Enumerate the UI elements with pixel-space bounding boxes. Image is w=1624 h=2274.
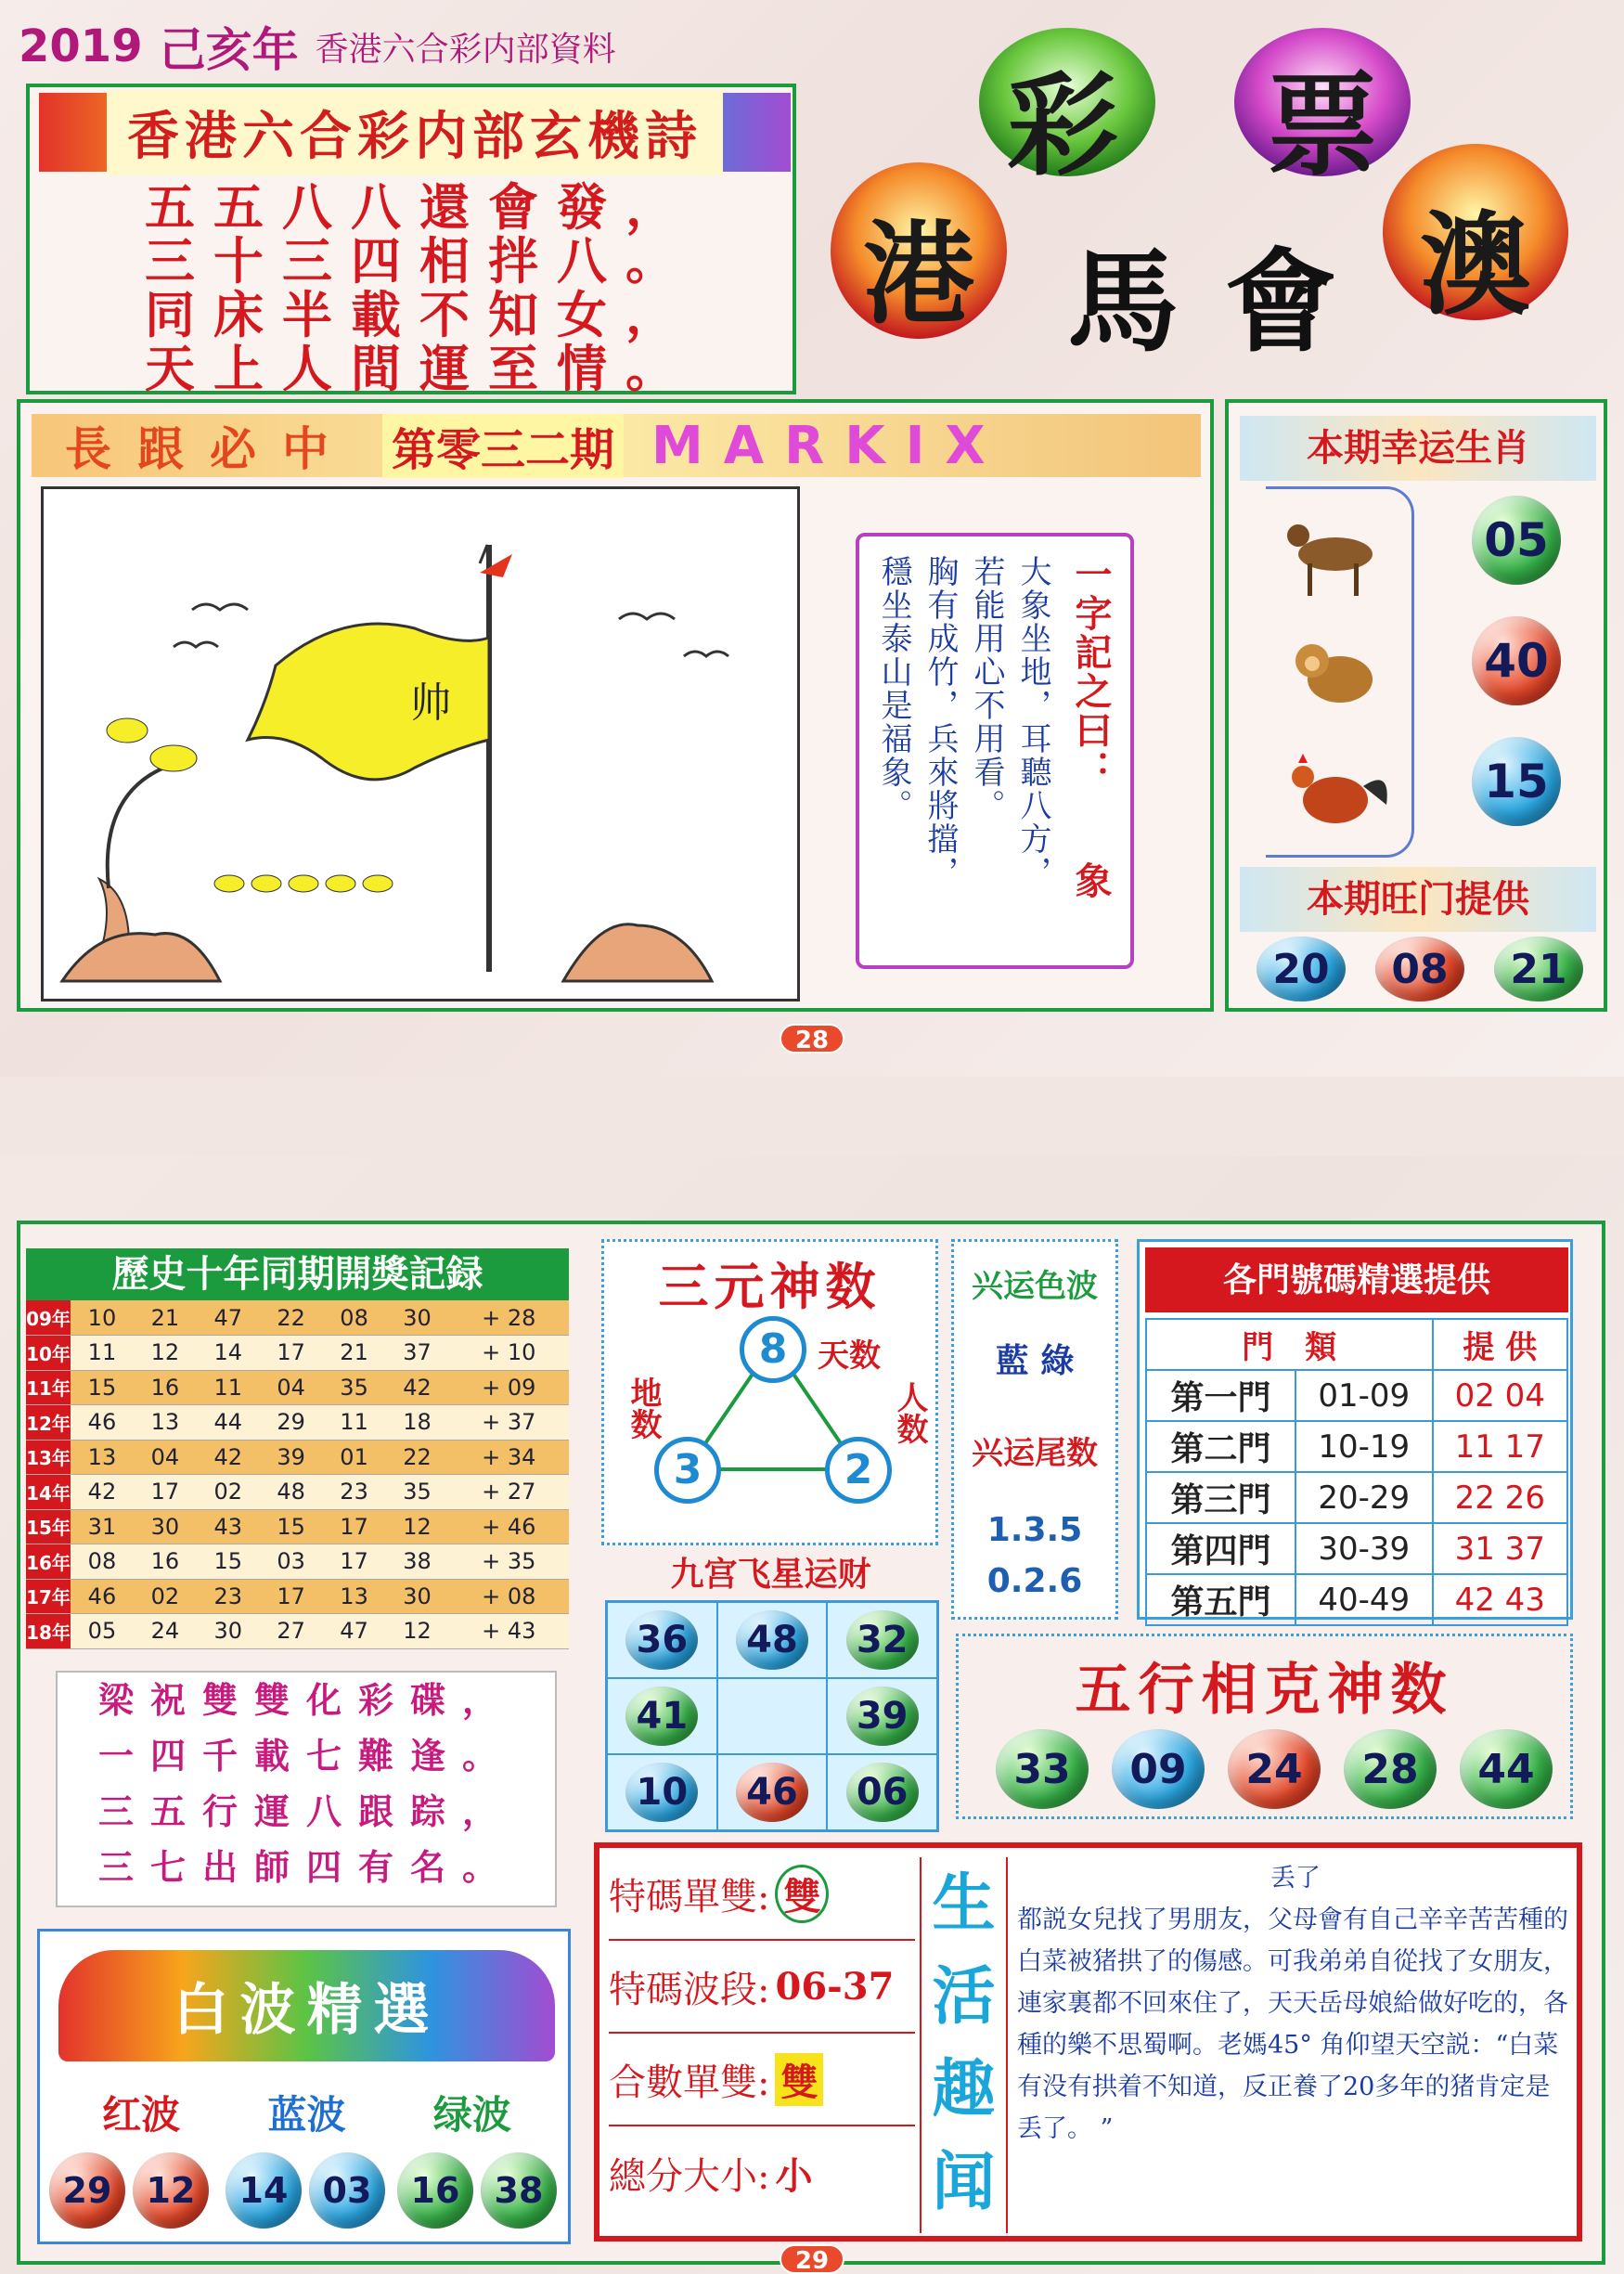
gate-cell-m: 第五門 [1146,1574,1295,1625]
history-number: 46 [71,1579,134,1614]
goat-icon [1275,508,1396,601]
page-gap [0,1077,1624,1156]
jg-cell [717,1754,828,1830]
jg-cell [717,1602,828,1678]
wuxing-title: 五行相克神数 [1075,1658,1454,1723]
history-number: 21 [134,1300,197,1336]
history-number: 35 [386,1475,449,1510]
history-number: 31 [71,1509,134,1544]
history-number: 29 [260,1405,323,1441]
lucky-number-ball: 15 [1472,737,1561,826]
poem2-line: 三五行運八跟踪， [97,1790,514,1832]
sanyuan-left: 3 [654,1437,721,1504]
history-year: 10年 [26,1336,71,1371]
history-year: 18年 [26,1614,71,1649]
history-row [26,1579,569,1614]
history-number: 47 [323,1614,386,1649]
riddle-panel [17,399,1214,1012]
poem-line: 五五八八還會發， [145,177,694,237]
gate-cell-r: 30-39 [1295,1523,1433,1574]
history-number: 37 [386,1336,449,1371]
page-number: 29 [780,2244,844,2274]
jg-cell [607,1602,717,1678]
jg-ball: 36 [625,1610,698,1670]
history-number: + 37 [448,1405,569,1441]
history-row [26,1544,569,1580]
stat-value: 06-37 [775,1964,895,2009]
history-number: 05 [71,1614,134,1649]
jg-cell [827,1678,937,1754]
lucky-title: 本期幸运生肖 [1240,416,1596,481]
riddle-label: 一字記之曰： [1069,555,1113,789]
stat-row [609,1848,915,1941]
history-number: 48 [260,1475,323,1510]
history-number: + 10 [448,1336,569,1371]
wave-ball: 38 [481,2152,557,2229]
gate-cell-m: 第一門 [1146,1370,1295,1421]
mystery-poem-box [26,84,796,398]
history-number: 27 [260,1614,323,1649]
poem-lines [48,177,791,398]
scroll-body [856,533,1134,969]
life-title-char: 活 [932,1959,996,2034]
sanyuan-left-label: 地数 [625,1376,662,1440]
history-number: 21 [323,1336,386,1371]
history-number: 17 [323,1509,386,1544]
history-grid [26,1300,569,1649]
history-number: 43 [197,1509,260,1544]
history-number: 30 [134,1509,197,1544]
history-number: 10 [71,1300,134,1336]
nine-palace-panel [601,1552,940,1830]
zodiac-animals [1266,486,1414,858]
gate-row [1146,1421,1567,1472]
history-number: 04 [134,1440,197,1475]
gate-cell-r: 40-49 [1295,1574,1433,1625]
life-title-char: 趣 [932,2052,996,2126]
lucky-number-ball: 40 [1472,616,1561,705]
history-number: 23 [197,1579,260,1614]
logo-char-1: 彩 [1007,60,1118,191]
history-number: + 34 [448,1440,569,1475]
sanyuan-top: 8 [740,1316,806,1383]
history-number: 22 [260,1300,323,1336]
history-number: 44 [197,1405,260,1441]
xingyun-tail-title: 兴运尾数 [972,1435,1098,1472]
history-number: 03 [260,1544,323,1580]
xingyun-color-title: 兴运色波 [972,1268,1098,1305]
history-number: 15 [71,1370,134,1405]
history-number: 02 [134,1579,197,1614]
history-number: 13 [134,1405,197,1441]
hot-number-ball: 08 [1375,937,1464,1001]
story-body: 都説女兒找了男朋友，父母會有自己辛辛苦苦種的白菜被猪拱了的傷感。可我弟弟自從找了女朋友，連家裏都不回來住了，天天岳母娘給做好吃的，各種的樂不思蜀啊。老媽45° 角仰望天空説：“白菜有没有拱着不知道，反正養了20多年的猪肯定是丢了。 ” [1017,1906,1568,2143]
gates-col-type: 門 類 [1146,1319,1433,1370]
riddle-line: 若能用心不用看。 [968,555,1005,822]
stat-key: 總分大小: [609,2154,770,2198]
page-number: 28 [780,1024,844,1053]
history-number: 17 [323,1544,386,1580]
poem-line: 天上人間運至情。 [145,339,694,398]
xingyun-tail-1: 1.3.5 [986,1511,1083,1549]
history-number: 13 [323,1579,386,1614]
poem-title: 香港六合彩内部玄機詩 [107,90,723,175]
special-stats-panel [594,1842,1582,2242]
xingyun-panel [951,1239,1118,1620]
wuxing-ball: 28 [1344,1729,1437,1809]
rooster-icon [1275,749,1396,842]
history-year: 13年 [26,1440,71,1475]
history-number: 08 [71,1544,134,1580]
gate-cell-p: 11 17 [1433,1421,1567,1472]
riddle-line: 大象坐地，耳聽八方， [1014,555,1051,889]
gates-panel [1137,1239,1573,1620]
history-number: 16 [134,1370,197,1405]
sanyuan-right-label: 人数 [891,1381,928,1444]
xingyun-tail-2: 0.2.6 [986,1562,1083,1600]
poem-line: 三十三四相拌八。 [145,231,694,291]
riddle-line: 胸有成竹，兵來將擋， [922,555,959,889]
stat-row [609,2034,915,2126]
history-number: 02 [197,1475,260,1510]
poem2-line: 梁祝雙雙化彩碟， [97,1679,514,1721]
jg-ball: 48 [736,1610,808,1670]
history-number: 39 [260,1440,323,1475]
history-year: 17年 [26,1579,71,1614]
logo-char-4: 會 [1225,237,1336,368]
page-header [19,14,616,79]
gate-cell-p: 31 37 [1433,1523,1567,1574]
stat-row [609,1941,915,2034]
history-number: + 28 [448,1300,569,1336]
jg-ball: 46 [736,1763,808,1822]
history-number: 08 [323,1300,386,1336]
jg-ball: 41 [625,1686,698,1746]
gate-row [1146,1472,1567,1523]
history-row [26,1475,569,1510]
nine-palace-title: 九宫飞星运财 [670,1555,871,1594]
history-number: 47 [197,1300,260,1336]
wave-ball: 14 [226,2152,302,2229]
sanyuan-panel [601,1239,938,1545]
poem2-line: 一四千載七難逢。 [97,1735,514,1777]
cartoon-illustration [41,486,800,1001]
sanyuan-top-label: 天数 [818,1337,881,1375]
history-number: + 43 [448,1614,569,1649]
gate-cell-m: 第三門 [1146,1472,1295,1523]
history-number: 38 [386,1544,449,1580]
history-number: 14 [197,1336,260,1371]
history-number: 30 [386,1579,449,1614]
history-number: 12 [386,1614,449,1649]
wave-title: 白波精選 [58,1950,555,2061]
jg-ball: 39 [846,1686,919,1746]
story-heading: 丢了 [1270,1864,1321,1893]
gate-cell-r: 10-19 [1295,1421,1433,1472]
lucky-zodiac-panel [1225,399,1607,1012]
riddle-scroll [818,505,1199,988]
stat-value: 小 [775,2153,813,2198]
jg-cell [607,1754,717,1830]
history-number: 17 [260,1579,323,1614]
header-year: 2019 [19,20,143,72]
gate-row [1146,1523,1567,1574]
jg-ball: 10 [625,1763,698,1822]
gate-cell-r: 01-09 [1295,1370,1433,1421]
sanyuan-title: 三元神数 [658,1257,882,1316]
history-number: + 08 [448,1579,569,1614]
history-number: 30 [197,1614,260,1649]
logo-char-2: 票 [1267,60,1378,191]
stat-value: 雙 [775,1865,829,1923]
riddle-answer: 象 [1069,861,1113,900]
gates-table [1145,1318,1568,1626]
history-number: 04 [260,1370,323,1405]
wave-ball: 03 [309,2152,385,2229]
history-number: 12 [134,1336,197,1371]
wave-ball: 16 [397,2152,473,2229]
poem-title-banner [39,93,791,172]
gate-cell-m: 第二門 [1146,1421,1295,1472]
life-title-char: 闻 [932,2145,996,2219]
history-number: 16 [134,1544,197,1580]
sanyuan-right: 2 [825,1437,892,1504]
history-number: 30 [386,1300,449,1336]
history-number: + 46 [448,1509,569,1544]
band-markix: MARKIX [651,415,1006,476]
history-number: 11 [197,1370,260,1405]
jg-cell-empty [717,1678,828,1754]
history-table [26,1248,569,1657]
history-number: + 27 [448,1475,569,1510]
header-subtitle: 香港六合彩内部資料 [315,30,616,69]
poem2-line: 三七出師四有名。 [97,1846,514,1888]
history-number: 22 [386,1440,449,1475]
logo-char-5: 港 [863,209,974,340]
stat-value: 雙 [775,2053,823,2106]
history-number: 15 [197,1544,260,1580]
wave-label-red: 红波 [102,2092,181,2138]
history-number: 35 [323,1370,386,1405]
wuxing-ball: 09 [1112,1729,1205,1809]
wave-panel [37,1929,571,2244]
wave-label-green: 绿波 [432,2092,511,2138]
life-story [1017,1857,1574,2233]
history-number: 17 [134,1475,197,1510]
history-row [26,1336,569,1371]
jg-ball: 06 [846,1763,919,1822]
history-number: + 35 [448,1544,569,1580]
history-number: 11 [323,1405,386,1441]
flag [248,624,489,780]
history-row [26,1440,569,1475]
gates-col-provide: 提 供 [1433,1319,1567,1370]
hot-number-ball: 21 [1494,937,1583,1001]
wave-labels [58,2085,555,2140]
lucky-number-ball: 05 [1472,496,1561,585]
poem-line: 同床半載不知女， [145,285,694,344]
history-row [26,1405,569,1441]
history-year: 16年 [26,1544,71,1580]
jg-ball: 32 [846,1610,919,1670]
flag-char: 帅 [410,679,451,727]
poem-two [56,1671,557,1907]
logo-char-3: 馬 [1067,237,1179,368]
history-number: 42 [386,1370,449,1405]
band-slogan: 長跟必中 [65,421,354,476]
gate-row [1146,1574,1567,1625]
header-zodiac-year: 己亥年 [159,22,299,77]
wave-ball: 29 [49,2152,125,2229]
history-year: 11年 [26,1370,71,1405]
wave-ball: 12 [133,2152,209,2229]
nine-palace-grid [605,1600,939,1832]
stat-key: 合數單雙: [609,2061,770,2104]
wuxing-panel [956,1634,1573,1819]
stat-key: 特碼單雙: [609,1875,770,1919]
logo-char-6: 澳 [1420,200,1531,330]
gate-cell-m: 第四門 [1146,1523,1295,1574]
history-number: + 09 [448,1370,569,1405]
gate-row [1146,1370,1567,1421]
history-number: 42 [71,1475,134,1510]
wave-label-blue: 蓝波 [267,2092,346,2138]
wuxing-ball: 33 [996,1729,1089,1809]
history-number: 23 [323,1475,386,1510]
life-title [920,1857,1008,2233]
gate-cell-p: 42 43 [1433,1574,1567,1625]
jg-cell [827,1754,937,1830]
cartoon-art [44,489,797,999]
history-year: 14年 [26,1475,71,1510]
history-year: 09年 [26,1300,71,1336]
wuxing-ball: 24 [1228,1729,1321,1809]
hot-title: 本期旺门提供 [1240,867,1596,932]
history-row [26,1300,569,1336]
history-number: 12 [386,1509,449,1544]
gates-title: 各門號碼精選提供 [1145,1247,1568,1312]
history-number: 01 [323,1440,386,1475]
stat-key: 特碼波段: [609,1968,770,2011]
xingyun-color-value: 藍 綠 [995,1341,1075,1380]
gate-cell-r: 20-29 [1295,1472,1433,1523]
history-number: 17 [260,1336,323,1371]
history-row [26,1370,569,1405]
history-number: 18 [386,1405,449,1441]
history-year: 12年 [26,1405,71,1441]
stat-row [609,2126,915,2219]
jg-cell [607,1678,717,1754]
history-number: 15 [260,1509,323,1544]
history-row [26,1509,569,1544]
history-row [26,1614,569,1649]
history-number: 13 [71,1440,134,1475]
gate-cell-p: 22 26 [1433,1472,1567,1523]
life-title-char: 生 [932,1867,996,1941]
history-number: 42 [197,1440,260,1475]
jg-cell [827,1602,937,1678]
history-number: 24 [134,1614,197,1649]
history-number: 46 [71,1405,134,1441]
gate-cell-p: 02 04 [1433,1370,1567,1421]
issue-band [32,414,1201,477]
history-year: 15年 [26,1509,71,1544]
brand-logo [817,19,1610,390]
history-number: 11 [71,1336,134,1371]
band-issue: 第零三二期 [382,414,624,478]
history-title: 歷史十年同期開獎記録 [26,1248,569,1300]
wuxing-ball: 44 [1460,1729,1553,1809]
hot-number-ball: 20 [1257,937,1346,1001]
riddle-line: 穩坐泰山是福象。 [875,555,912,822]
monkey-icon [1275,628,1396,721]
